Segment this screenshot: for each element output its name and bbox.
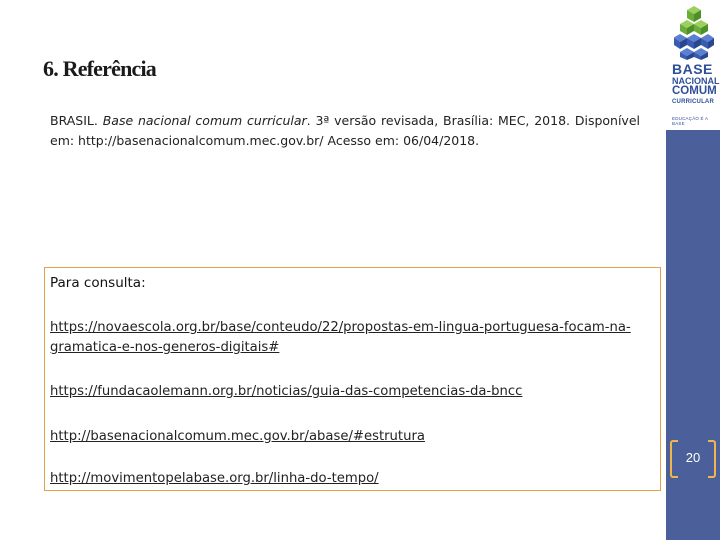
consult-title: Para consulta: <box>50 275 146 291</box>
consult-link-basenacionalcomum[interactable]: http://basenacionalcomum.mec.gov.br/abase/#estrutura <box>50 429 425 444</box>
consult-link-novaescola[interactable]: https://novaescola.org.br/base/conteudo/22/propostas-em-lingua-portuguesa-focam-na-gramatica-e-nos-generos-digitais# <box>50 320 631 355</box>
logo-line-comum: COMUM <box>672 85 717 97</box>
slide-title: 6. Referência <box>43 56 156 81</box>
reference-text <box>50 111 640 151</box>
consult-link-movimentopelabase[interactable]: http://movimentopelabase.org.br/linha-do-tempo/ <box>50 471 379 486</box>
logo-line-curricular: CURRICULAR <box>672 98 714 105</box>
reference-details: . 3ª versão revisada, Brasília: MEC, 2018. Disponível em: http://basenacionalcomum.mec.gov.br/ Acesso em: 06/04/2018. <box>50 113 640 148</box>
consult-link-fundacaolemann[interactable]: https://fundacaolemann.org.br/noticias/guia-das-competencias-da-bncc <box>50 384 523 399</box>
logo-tagline: EDUCAÇÃO É A BASE <box>672 116 708 126</box>
consult-box <box>44 267 661 491</box>
page-number-box <box>668 440 718 476</box>
page-number: 20 <box>685 450 701 465</box>
bncc-logo-text <box>672 62 718 105</box>
reference-work-title: Base nacional comum curricular <box>102 113 307 128</box>
logo-line-nacional: NACIONAL <box>672 76 720 86</box>
logo-line-base: BASE <box>672 61 713 77</box>
bncc-logo-cubes-icon <box>674 4 714 60</box>
reference-author: BRASIL. <box>50 113 103 128</box>
